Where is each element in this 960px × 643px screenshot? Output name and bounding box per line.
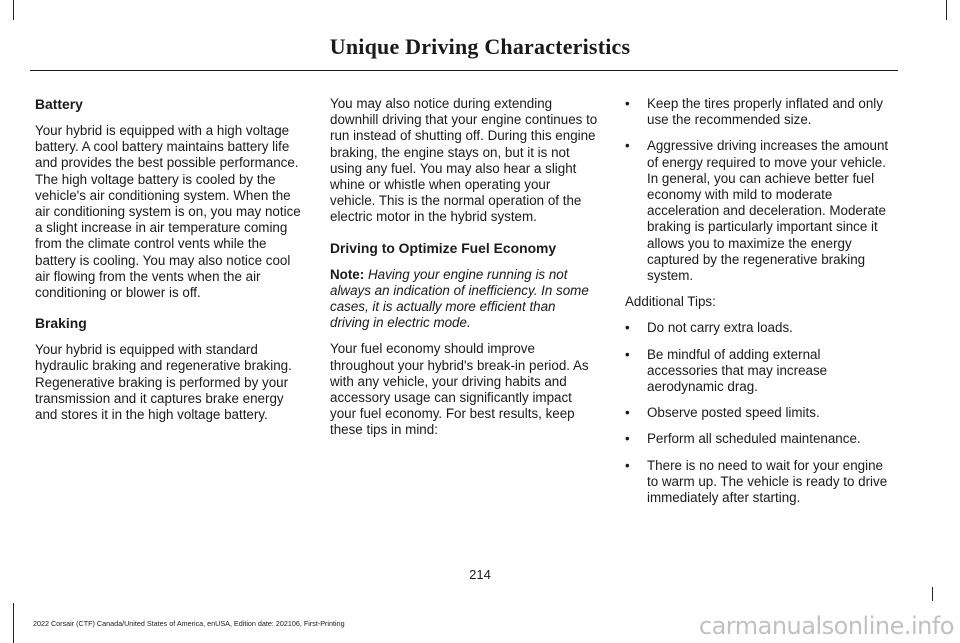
page-title: Unique Driving Characteristics xyxy=(329,34,631,59)
list-item xyxy=(625,138,893,284)
battery-paragraph: Your hybrid is equipped with a high voltage battery. A cool battery maintains battery life and provides the best possible performance. The high voltage battery is cooled by the vehicle's air conditioning system. When the air conditioning system is on, you may notice a slight increase in air temperature coming from the climate control vents while the battery is cooling. You may also notice cool air flowing from the vents when the air conditioning or blower is off. xyxy=(35,123,301,301)
list-item xyxy=(625,458,893,507)
note-text: Having your engine running is not always an indication of inefficiency. In some cases, it is actually more efficient than driving in electric mode. xyxy=(330,266,589,331)
list-item xyxy=(625,96,893,128)
bullet-icon: • xyxy=(625,431,630,447)
braking-paragraph: Your hybrid is equipped with standard hydraulic braking and regenerative braking. Regenerative braking is performed by your transmission and it captures brake energy and stores it in the high voltage battery. xyxy=(35,342,292,423)
list-item xyxy=(625,431,893,447)
list-item-text: Aggressive driving increases the amount of energy required to move your vehicle. In general, you can achieve better fuel economy with mild to moderate acceleration and deceleration. Moderate braking is particularly important since it allows you to maximize the energy captured by the regenerative braking system. xyxy=(647,138,889,284)
list-item-text: Perform all scheduled maintenance. xyxy=(647,431,861,447)
list-item-text: Keep the tires properly inflated and only use the recommended size. xyxy=(647,96,883,128)
braking-heading: Braking xyxy=(35,315,87,332)
header-rule xyxy=(30,70,898,71)
column-middle xyxy=(330,96,598,449)
crop-mark-top-right xyxy=(946,0,947,20)
page-number: 214 xyxy=(469,567,491,582)
list-item-text: There is no need to wait for your engine to warm up. The vehicle is ready to drive immediately after starting. xyxy=(647,457,888,506)
crop-mark-top-left xyxy=(13,0,14,20)
fuel-economy-heading: Driving to Optimize Fuel Economy xyxy=(330,239,557,256)
fuel-economy-paragraph: Your fuel economy should improve throughout your hybrid's break-in period. As with any vehicle, your driving habits and accessory usage can significantly impact your fuel economy. For best results, keep these tips in mind: xyxy=(330,341,589,438)
bullet-icon: • xyxy=(625,320,630,336)
crop-mark-bottom-left xyxy=(13,603,14,643)
column-left xyxy=(35,96,303,433)
list-item xyxy=(625,347,893,396)
additional-tips-label: Additional Tips: xyxy=(625,294,716,310)
crop-mark-bottom-right-stub xyxy=(932,587,933,601)
list-item xyxy=(625,320,893,336)
list-item-text: Be mindful of adding external accessories that may increase aerodynamic drag. xyxy=(647,346,828,395)
note-paragraph xyxy=(330,267,598,332)
list-item-text: Observe posted speed limits. xyxy=(647,405,820,421)
bullet-icon: • xyxy=(625,96,630,111)
column-right xyxy=(625,96,893,516)
bullet-icon: • xyxy=(625,138,630,154)
watermark-text: carmanualsonline.info xyxy=(698,612,954,640)
bullet-icon: • xyxy=(625,346,630,362)
bullet-icon: • xyxy=(625,405,630,421)
list-item-text: Do not carry extra loads. xyxy=(647,320,793,336)
downhill-paragraph: You may also notice during extending downhill driving that your engine continues to run instead of shutting off. During this engine braking, the engine stays on, but it is not using any fuel. You may also hear a slight whine or whistle when operating your vehicle. This is the normal operation of the electric motor in the hybrid system. xyxy=(330,96,598,225)
note-label: Note: xyxy=(330,266,365,282)
tips-list xyxy=(625,96,893,284)
edition-footer: 2022 Corsair (CTF) Canada/United States of America, enUSA, Edition date: 202106, First-Printing xyxy=(33,619,345,628)
list-item xyxy=(625,405,893,421)
battery-heading: Battery xyxy=(35,96,83,112)
additional-tips-list xyxy=(625,320,893,506)
bullet-icon: • xyxy=(625,457,630,473)
